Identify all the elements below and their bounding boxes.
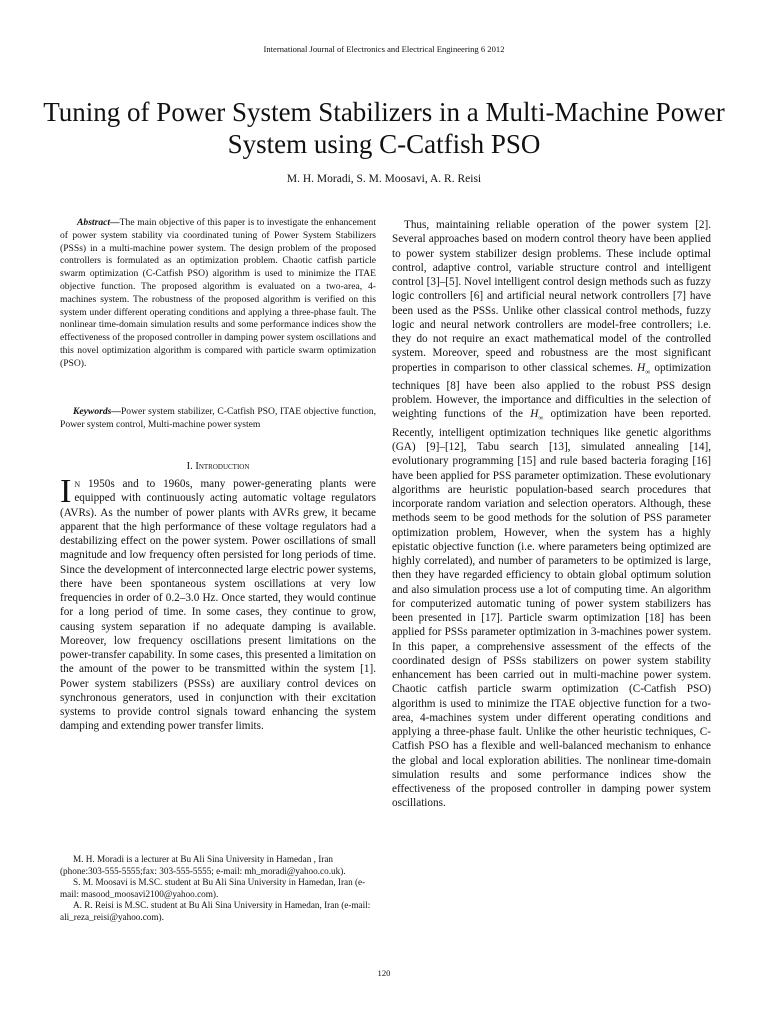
intro-first-word: n	[74, 478, 81, 490]
section-heading-introduction	[60, 461, 376, 472]
section-number: I.	[186, 461, 193, 472]
right-text-part3: optimization have been reported. Recently, intelligent optimization techniques like genetic algorithms (GA) [9]–[12], Tabu search [13], simulated annealing [14], evolutionary programming [15] and rule based bacteria foraging [16] have been applied for PSS parameter optimization. These evolutionary algorithms are heuristic population-based search procedures that incorporate random variation and selection operators. Although, these methods seem to be good methods for the solution of PSS parameter optimization problem, However, when the system has a highly epistatic objective function (i.e. where parameters being optimized are highly correlated), and number of parameters to be optimized is large, then they have regarded efficiency to obtain global optimum solution and also simulation process use a lot of computing time. An algorithm for computerized automatic tuning of power system stabilizers has been presented in [17]. Particle swarm optimization [18] has been applied for PSSs parameter optimization in 3-machines power system. In this paper, a comprehensive assessment of the effects of the coordinated design of PSSs stabilizers on power system stability enhancement has been carried out in multi-machine power system. Chaotic catfish particle swarm optimization (C-Catfish PSO) algorithm is used to minimize the ITAE objective function for a two-area, 4-machines system under different operating conditions and applying a three-phase fault. Unlike the other heuristic techniques, C-Catfish PSO has a flexible and well-balanced mechanism to enhance the global and local exploration abilities. The nonlinear time-domain simulation results and some performance indices show the effectiveness of the proposed controller in damping power system oscillations.	[392, 408, 712, 810]
paper-title: Tuning of Power System Stabilizers in a Multi-Machine Power System using C-Catfish PSO	[43, 97, 725, 159]
page-number: 120	[377, 968, 391, 978]
abstract-text: The main objective of this paper is to investigate the enhancement of power system stability via coordinated tuning of Power System Stabilizers (PSSs) in a multi-machine power system. The design problem of the proposed controllers is formulated as an optimization problem. Chaotic catfish particle swarm optimization (C-Catfish PSO) algorithm is used to minimize the ITAE objective function. The proposed algorithm is evaluated on a two-area, 4-machines system. The robustness of the proposed algorithm is verified on this system under different operating conditions and applying a three-phase fault. The nonlinear time-domain simulation results and some performance indices show the effectiveness of the proposed controller in damping power system oscillations and this novel optimization algorithm is compared with particle swarm optimization (PSO).	[60, 217, 376, 369]
journal-header: International Journal of Electronics and Electrical Engineering 6 2012	[263, 44, 505, 54]
right-column-text	[392, 218, 711, 811]
footnote-moradi: M. H. Moradi is a lecturer at Bu Ali Sina University in Hamedan , Iran (phone:303-555-5555;fax: 303-555-5555; e-mail: mh_moradi@yahoo.co.uk).	[60, 854, 346, 876]
footnote-reisi: A. R. Reisi is M.SC. student at Bu Ali Sina University in Hamedan, Iran (e-mail: ali_reza_reisi@yahoo.com).	[60, 900, 371, 922]
right-text-part2: optimization techniques [8] have been also applied to the robust PSS design problem. However, the importance and difficulties in the selection of weighting functions of the	[392, 361, 711, 421]
h-infinity-symbol: $H_\infty$	[637, 361, 651, 376]
keywords-label: Keywords—	[73, 406, 121, 417]
right-text-part1: Thus, maintaining reliable operation of the power system [2]. Several approaches based on modern control theory have been applied to power system stabilizer design problems. These include optimal control, adaptive control, variable structure control and intelligent control [3]–[5]. Novel intelligent control design methods such as fuzzy logic controllers [6] and artificial neural network controllers [7] have been used as the PSSs. Unlike other classical control methods, fuzzy logic and neural network controllers are model-free controllers; i.e. they do not require an exact mathematical model of the controlled system. Moreover, speed and robustness are the most significant properties in comparison to other classical schemes.	[392, 219, 711, 374]
h-infinity-symbol: $H_\infty$	[530, 408, 544, 423]
abstract-label: Abstract—	[77, 217, 120, 228]
footnote-moosavi: S. M. Moosavi is M.SC. student at Bu Ali Sina University in Hamedan, Iran (e-mail: masood_moosavi2100@yahoo.com).	[60, 877, 366, 899]
intro-body: 1950s and to 1960s, many power-generating plants were equipped with continuously acting automatic voltage regulators (AVRs). As the number of power plants with AVRs grew, it became apparent that the high performance of these voltage regulators had a destabilizing effect on the power system. Power oscillations of small magnitude and low frequency often persisted for long periods of time. Since the development of interconnected large electric power systems, there have been spontaneous system oscillations at very low frequencies in order of 0.2–3.0 Hz. Once started, they would continue for a long period of time. In some cases, they continue to grow, causing system separation if no adequate damping is available. Moreover, low frequency oscillations present limitations on the power-transfer capability. In some cases, this presented a limitation on the amount of the power to be transmitted within the system [1]. Power system stabilizers (PSSs) are auxiliary control devices on synchronous generators, used in conjunction with their excitation systems to provide control signals toward enhancing the system damping and extending power transfer limits.	[60, 478, 376, 733]
section-title: Introduction	[195, 461, 250, 472]
abstract-block	[60, 217, 376, 371]
drop-cap: I	[60, 473, 72, 510]
keywords-text: Power system stabilizer, C-Catfish PSO, ITAE objective function, Power system control, Multi-machine power system	[60, 406, 376, 430]
paper-authors: M. H. Moradi, S. M. Moosavi, A. R. Reisi	[286, 173, 482, 185]
introduction-text	[60, 473, 376, 734]
author-footnotes	[60, 854, 376, 924]
keywords-block	[60, 406, 376, 432]
